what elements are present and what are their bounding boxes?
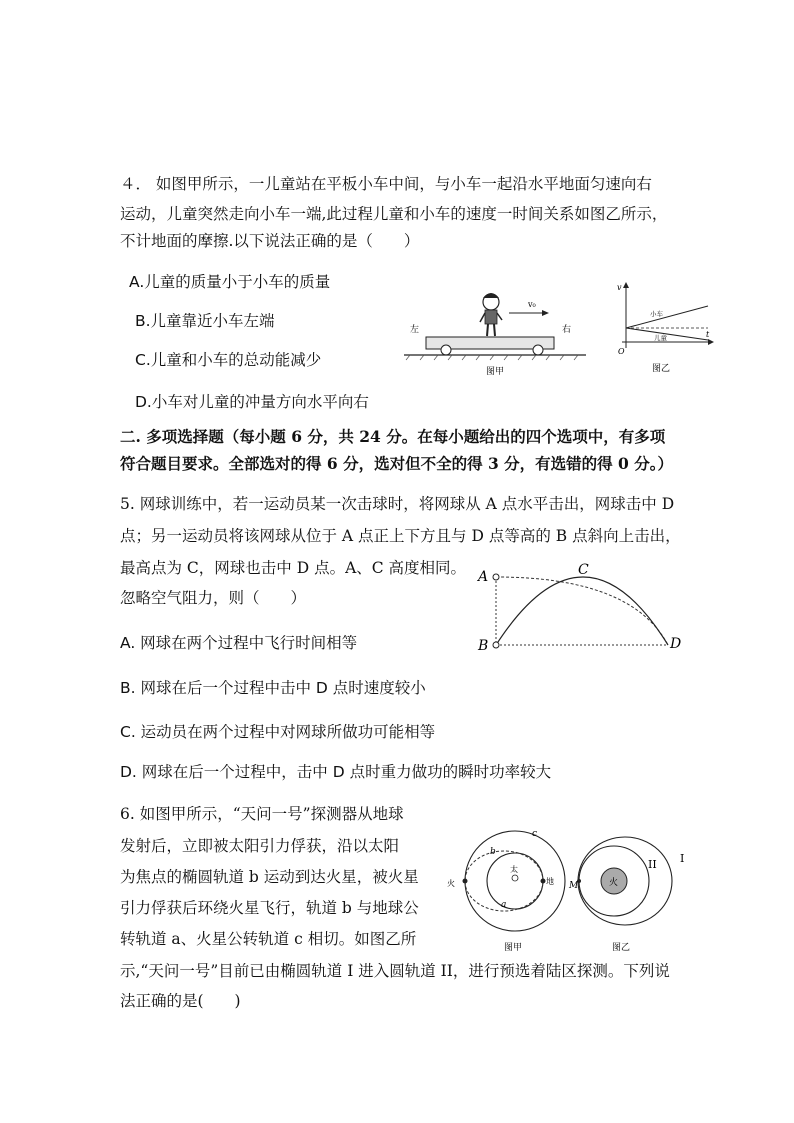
q4-figure-cart [402, 282, 588, 380]
earth-icon [541, 879, 546, 884]
origin-label: O [618, 347, 625, 356]
q4-option-b: B.儿童靠近小车左端 [135, 312, 275, 330]
point-a [493, 574, 499, 580]
q6-stem-line-2: 发射后，立即被太阳引力俘获，沿以太阳 [120, 837, 400, 855]
label-orbit-c: c [532, 829, 538, 839]
label-m: M [569, 881, 579, 891]
mars-icon [463, 879, 468, 884]
figure-caption-jia-2: 图甲 [504, 943, 523, 953]
point-b [493, 642, 499, 648]
q4-stem-line-1: ４． 如图甲所示，一儿童站在平板小车中间，与小车一起沿水平地面匀速向右 [120, 175, 652, 193]
label-orbit-II: II [648, 858, 657, 871]
q6-stem-line-1: 6. 如图甲所示，“天问一号”探测器从地球 [120, 805, 404, 823]
q5-stem-line-4: 忽略空气阻力，则（ ） [120, 589, 307, 607]
q6-stem-line-7: 法正确的是( ) [120, 992, 241, 1010]
cart-wheel-left [441, 345, 451, 355]
child-line [626, 328, 708, 340]
q4-stem-line-3: 不计地面的摩擦.以下说法正确的是（ ） [120, 232, 420, 250]
q6-stem-line-4: 引力俘获后环绕火星飞行，轨道 b 与地球公 [120, 899, 419, 917]
q4-stem-line-2: 运动，儿童突然走向小车一端,此过程儿童和小车的速度一时间关系如图乙所示， [120, 205, 668, 223]
label-orbit-a: a [501, 900, 507, 910]
q6-figure-mars-orbits [570, 826, 694, 956]
section2-heading-line-2: 符合题目要求。全部选对的得 6 分，选对但不全的得 3 分，有选错的得 0 分。） [120, 454, 673, 473]
car-line [626, 306, 708, 328]
v0-label: v₀ [528, 300, 536, 309]
q5-stem-line-1: 5. 网球训练中，若一运动员某一次击球时，将网球从 A 点水平击出，网球击中 D [120, 495, 675, 513]
child-label: 儿童 [654, 334, 667, 342]
section2-heading-line-1: 二. 多项选择题（每小题 6 分，共 24 分。在每小题给出的四个选项中，有多项 [120, 427, 666, 446]
child-figure [480, 293, 502, 336]
q4-option-c: C.儿童和小车的总动能减少 [135, 351, 322, 369]
q6-stem-line-5: 转轨道 a、火星公转轨道 c 相切。如图乙所 [120, 930, 417, 948]
v-axis-label: v [617, 283, 622, 292]
label-a: A [478, 569, 489, 585]
label-orbit-I: I [680, 852, 685, 865]
label-right: 右 [562, 325, 572, 335]
q6-figure-orbits [442, 826, 572, 956]
label-mars: 火 [447, 879, 455, 888]
q5-option-b: B. 网球在后一个过程中击中 D 点时速度较小 [120, 679, 426, 697]
q5-stem-line-2: 点；另一运动员将该网球从位于 A 点正上下方且与 D 点等高的 B 点斜向上击出， [120, 527, 681, 545]
cart-wheel-right [533, 345, 543, 355]
label-b: B [478, 638, 489, 654]
q6-stem-line-6: 示,“天问一号”目前已由椭圆轨道 I 进入圆轨道 II，进行预选着陆区探测。下列说 [120, 962, 670, 980]
label-mars-planet: 火 [609, 878, 619, 888]
t-axis-label: t [706, 330, 710, 339]
figure-caption-yi: 图乙 [652, 364, 671, 374]
figure-caption-jia: 图甲 [486, 367, 505, 377]
q5-option-a: A. 网球在两个过程中飞行时间相等 [120, 634, 358, 652]
q5-figure-trajectory [472, 560, 688, 656]
q4-figure-vt-graph [612, 280, 716, 376]
label-earth: 地 [546, 877, 554, 886]
figure-caption-yi-2: 图乙 [612, 943, 631, 953]
sun-icon [512, 875, 518, 881]
label-orbit-b: b [490, 847, 496, 857]
label-c: C [578, 562, 589, 578]
q5-option-d: D. 网球在后一个过程中，击中 D 点时重力做功的瞬时功率较大 [120, 763, 552, 781]
label-d: D [670, 636, 682, 652]
q6-stem-line-3: 为焦点的椭圆轨道 b 运动到达火星，被火星 [120, 868, 419, 886]
label-sun: 太 [510, 865, 518, 874]
q4-option-d: D.小车对儿童的冲量方向水平向右 [135, 393, 369, 411]
car-label: 小车 [650, 310, 663, 318]
label-left: 左 [410, 325, 420, 335]
q5-stem-line-3: 最高点为 C，网球也击中 D 点。A、C 高度相同。 [120, 559, 467, 577]
q5-option-c: C. 运动员在两个过程中对网球所做功可能相等 [120, 723, 436, 741]
q4-option-a: A.儿童的质量小于小车的质量 [129, 273, 331, 291]
trajectory-b-to-d [496, 577, 668, 645]
